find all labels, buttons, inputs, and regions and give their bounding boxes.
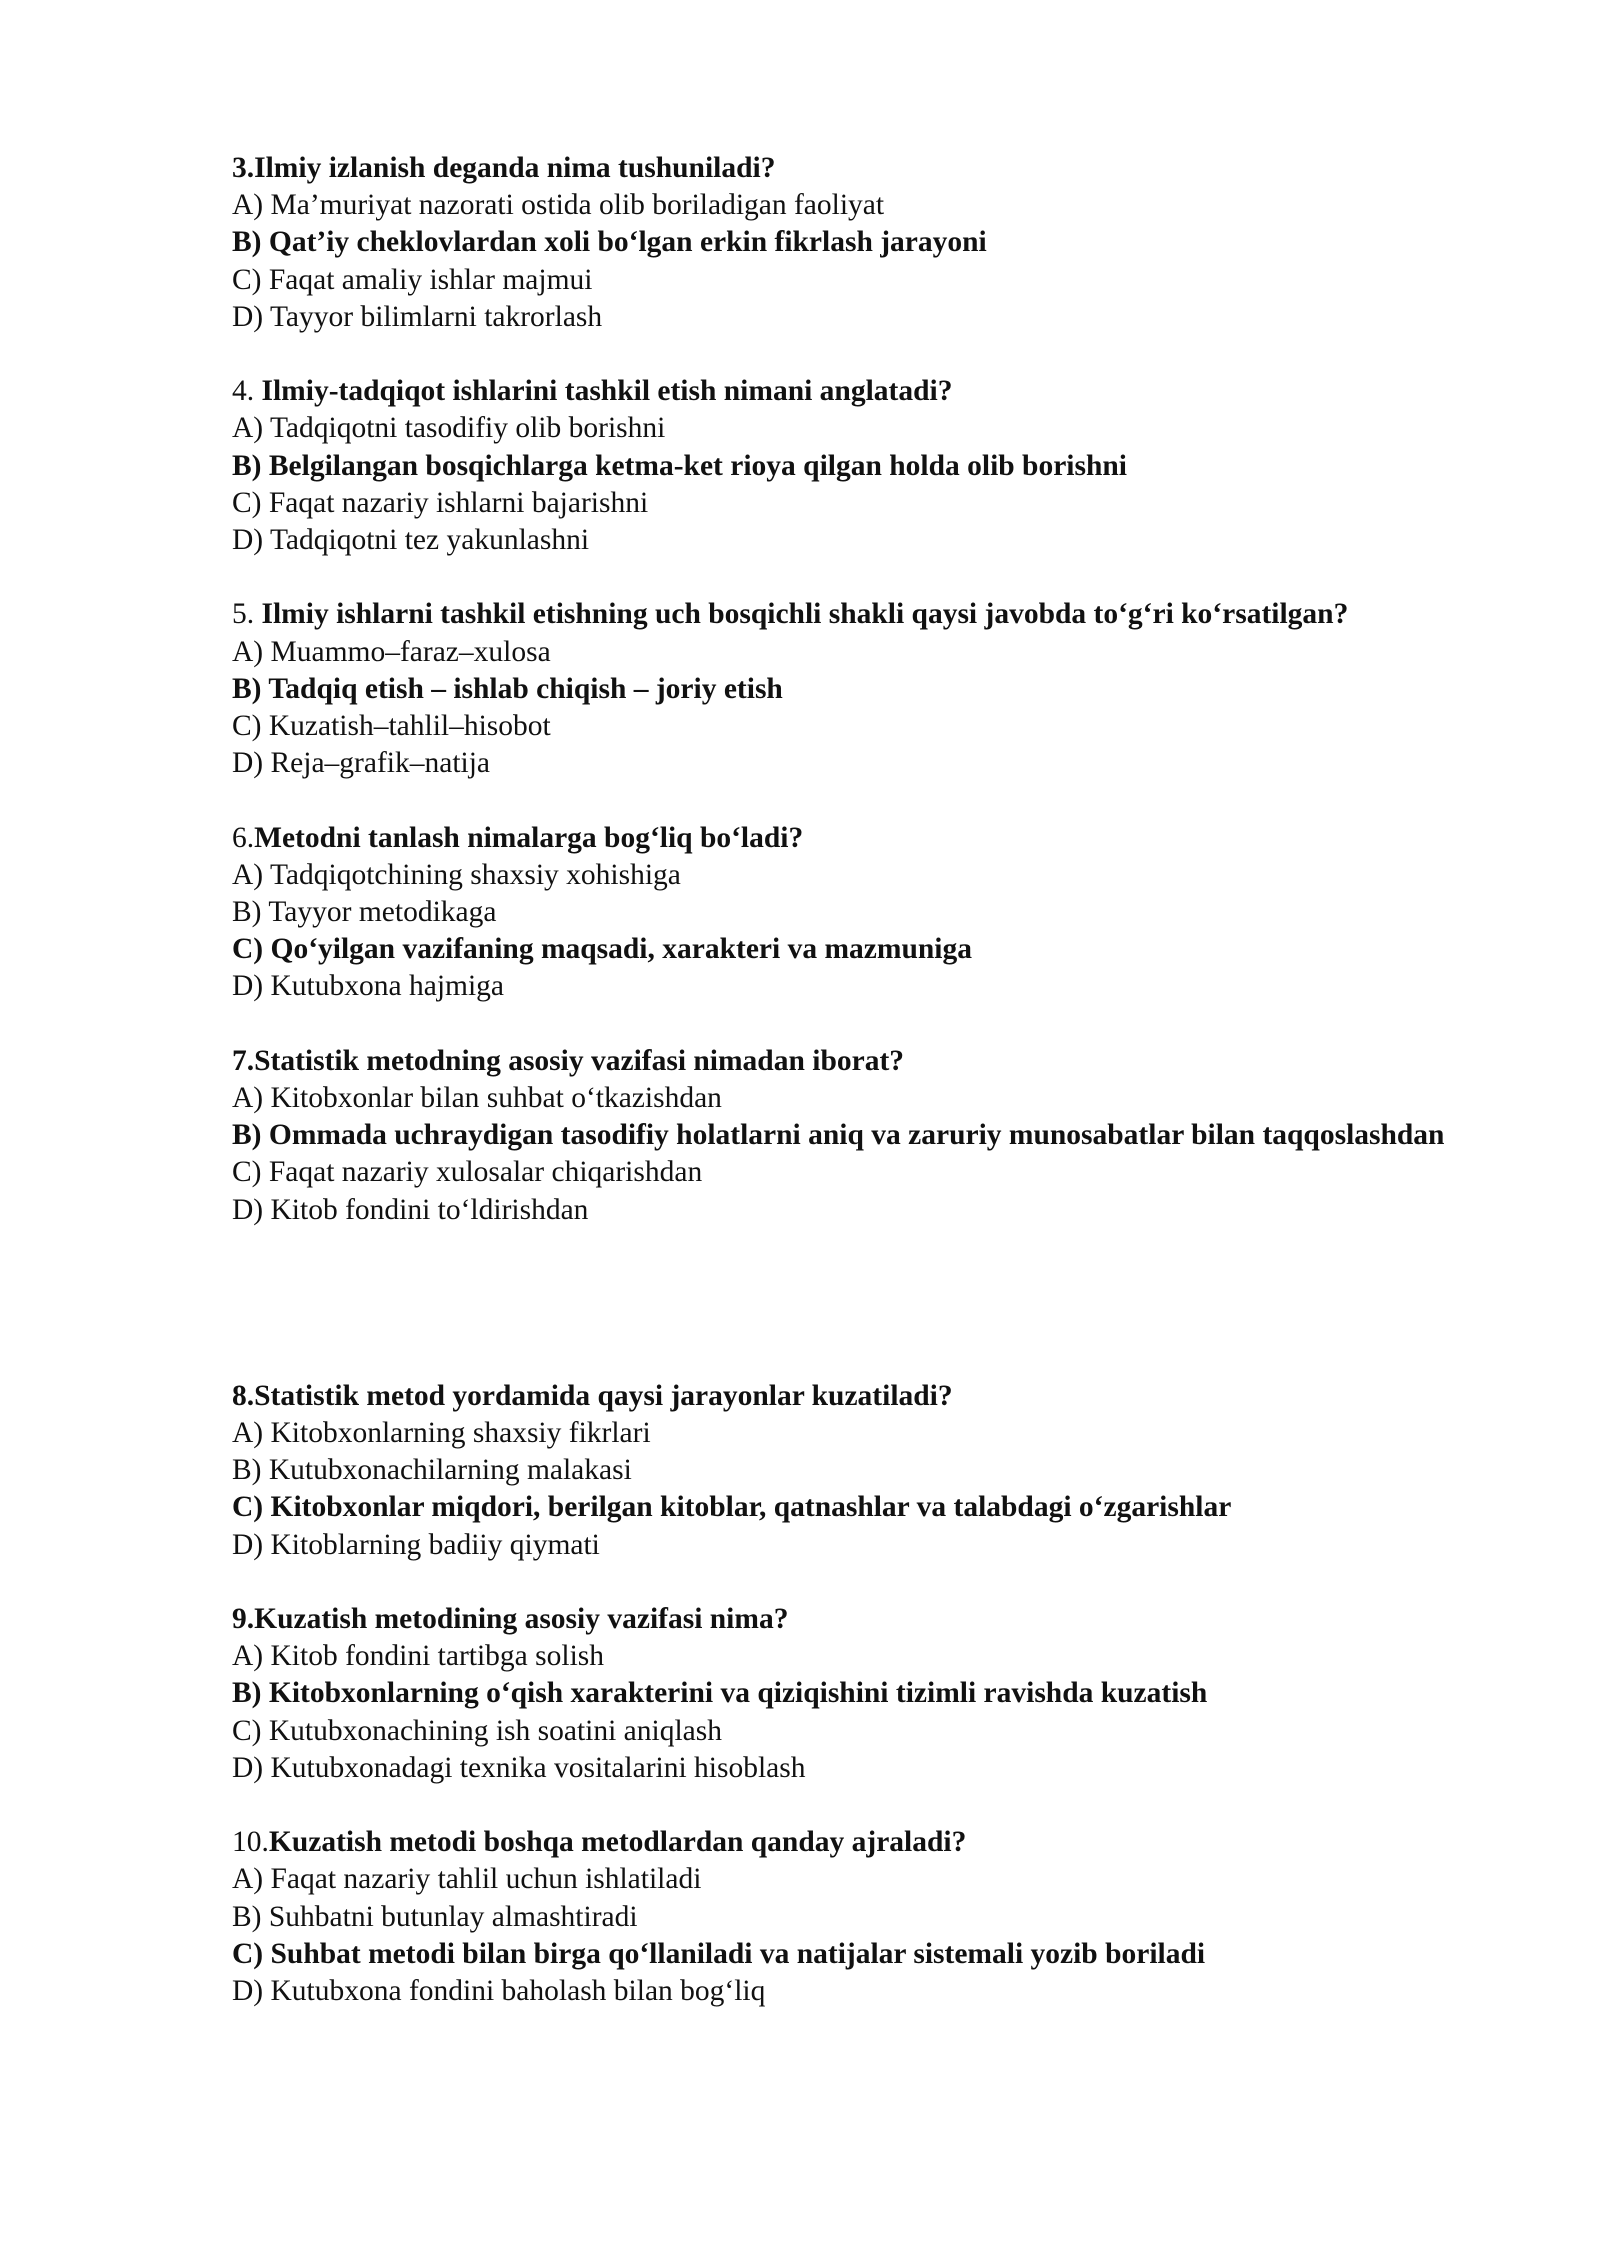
option-a: A) Kitob fondini tartibga solish (232, 1640, 604, 1673)
question-3 (232, 150, 1492, 336)
question-text: Metodni tanlash nimalarga bog‘liq bo‘ladi? (254, 821, 804, 854)
question-6 (232, 820, 1492, 1006)
option-b: B) Kutubxonachilarning malakasi (232, 1454, 632, 1487)
option-b: B) Ommada uchraydigan tasodifiy holatlarni aniq va zaruriy munosabatlar bilan taqqoslashdan (232, 1119, 1445, 1152)
question-number: 6. (232, 821, 255, 854)
option-b: B) Kitobxonlarning o‘qish xarakterini va qiziqishini tizimli ravishda kuzatish (232, 1677, 1208, 1710)
question-8 (232, 1378, 1492, 1564)
question-text: Ilmiy-tadqiqot ishlarini tashkil etish nimani anglatadi? (261, 375, 953, 408)
option-c: C) Kutubxonachining ish soatini aniqlash (232, 1714, 722, 1747)
option-c: C) Faqat amaliy ishlar majmui (232, 263, 593, 296)
option-d: D) Tayyor bilimlarni takrorlash (232, 300, 603, 333)
question-heading (232, 150, 1492, 187)
option-a: A) Tadqiqotni tasodifiy olib borishni (232, 412, 666, 445)
question-number: 3. (232, 152, 255, 184)
option-c: C) Faqat nazariy ishlarni bajarishni (232, 486, 649, 519)
option-c: C) Qo‘yilgan vazifaning maqsadi, xarakteri va mazmuniga (232, 933, 972, 966)
document-page (232, 150, 1492, 2010)
option-a: A) Kitobxonlar bilan suhbat o‘tkazishdan (232, 1082, 722, 1115)
option-a: A) Tadqiqotchining shaxsiy xohishiga (232, 858, 681, 891)
option-b: B) Suhbatni butunlay almashtiradi (232, 1900, 638, 1933)
question-text: Statistik metodning asosiy vazifasi nimadan iborat? (254, 1044, 905, 1077)
question-number: 10. (232, 1826, 269, 1859)
option-d: D) Tadqiqotni tez yakunlashni (232, 524, 590, 557)
option-d: D) Kutubxona hajmiga (232, 970, 504, 1003)
question-9 (232, 1601, 1492, 1787)
question-number: 4. (232, 375, 262, 408)
question-heading (232, 1378, 1492, 1415)
question-heading (232, 596, 1492, 633)
option-c: C) Kuzatish–tahlil–hisobot (232, 710, 551, 743)
question-heading (232, 1601, 1492, 1638)
option-d: D) Kitoblarning badiiy qiymati (232, 1528, 600, 1561)
option-a: A) Faqat nazariy tahlil uchun ishlatiladi (232, 1863, 702, 1896)
question-heading (232, 373, 1492, 410)
question-10 (232, 1824, 1492, 2010)
option-c: C) Kitobxonlar miqdori, berilgan kitoblar, qatnashlar va talabdagi o‘zgarishlar (232, 1491, 1232, 1524)
question-number: 8. (232, 1379, 255, 1412)
option-b: B) Belgilangan bosqichlarga ketma-ket rioya qilgan holda olib borishni (232, 449, 1127, 482)
option-d: D) Kutubxona fondini baholash bilan bog‘liq (232, 1975, 766, 2008)
question-4 (232, 373, 1492, 559)
question-number: 9. (232, 1603, 255, 1636)
option-a: A) Ma’muriyat nazorati ostida olib boriladigan faoliyat (232, 189, 885, 222)
question-number: 7. (232, 1044, 255, 1077)
question-heading (232, 1043, 1492, 1080)
question-text: Ilmiy izlanish deganda nima tushuniladi? (254, 152, 776, 184)
option-b: B) Tayyor metodikaga (232, 896, 497, 929)
option-b: B) Qat’iy cheklovlardan xoli bo‘lgan erkin fikrlash jarayoni (232, 226, 987, 259)
question-heading (232, 1824, 1492, 1861)
question-text: Kuzatish metodi boshqa metodlardan qanday ajraladi? (268, 1826, 967, 1859)
question-text: Ilmiy ishlarni tashkil etishning uch bosqichli shakli qaysi javobda to‘g‘ri ko‘rsatilgan? (261, 598, 1349, 631)
option-c: C) Faqat nazariy xulosalar chiqarishdan (232, 1156, 703, 1189)
question-7 (232, 1043, 1492, 1229)
question-5 (232, 596, 1492, 782)
option-d: D) Kitob fondini to‘ldirishdan (232, 1193, 589, 1226)
option-a: A) Kitobxonlarning shaxsiy fikrlari (232, 1417, 651, 1450)
question-text: Statistik metod yordamida qaysi jarayonlar kuzatiladi? (254, 1379, 953, 1412)
question-heading (232, 820, 1492, 857)
option-d: D) Kutubxonadagi texnika vositalarini hisoblash (232, 1751, 806, 1784)
option-c: C) Suhbat metodi bilan birga qo‘llaniladi va natijalar sistemali yozib boriladi (232, 1937, 1206, 1970)
option-b: B) Tadqiq etish – ishlab chiqish – joriy etish (232, 672, 783, 705)
option-d: D) Reja–grafik–natija (232, 747, 491, 780)
option-a: A) Muammo–faraz–xulosa (232, 635, 551, 668)
question-text: Kuzatish metodining asosiy vazifasi nima? (254, 1603, 789, 1636)
question-number: 5. (232, 598, 262, 631)
